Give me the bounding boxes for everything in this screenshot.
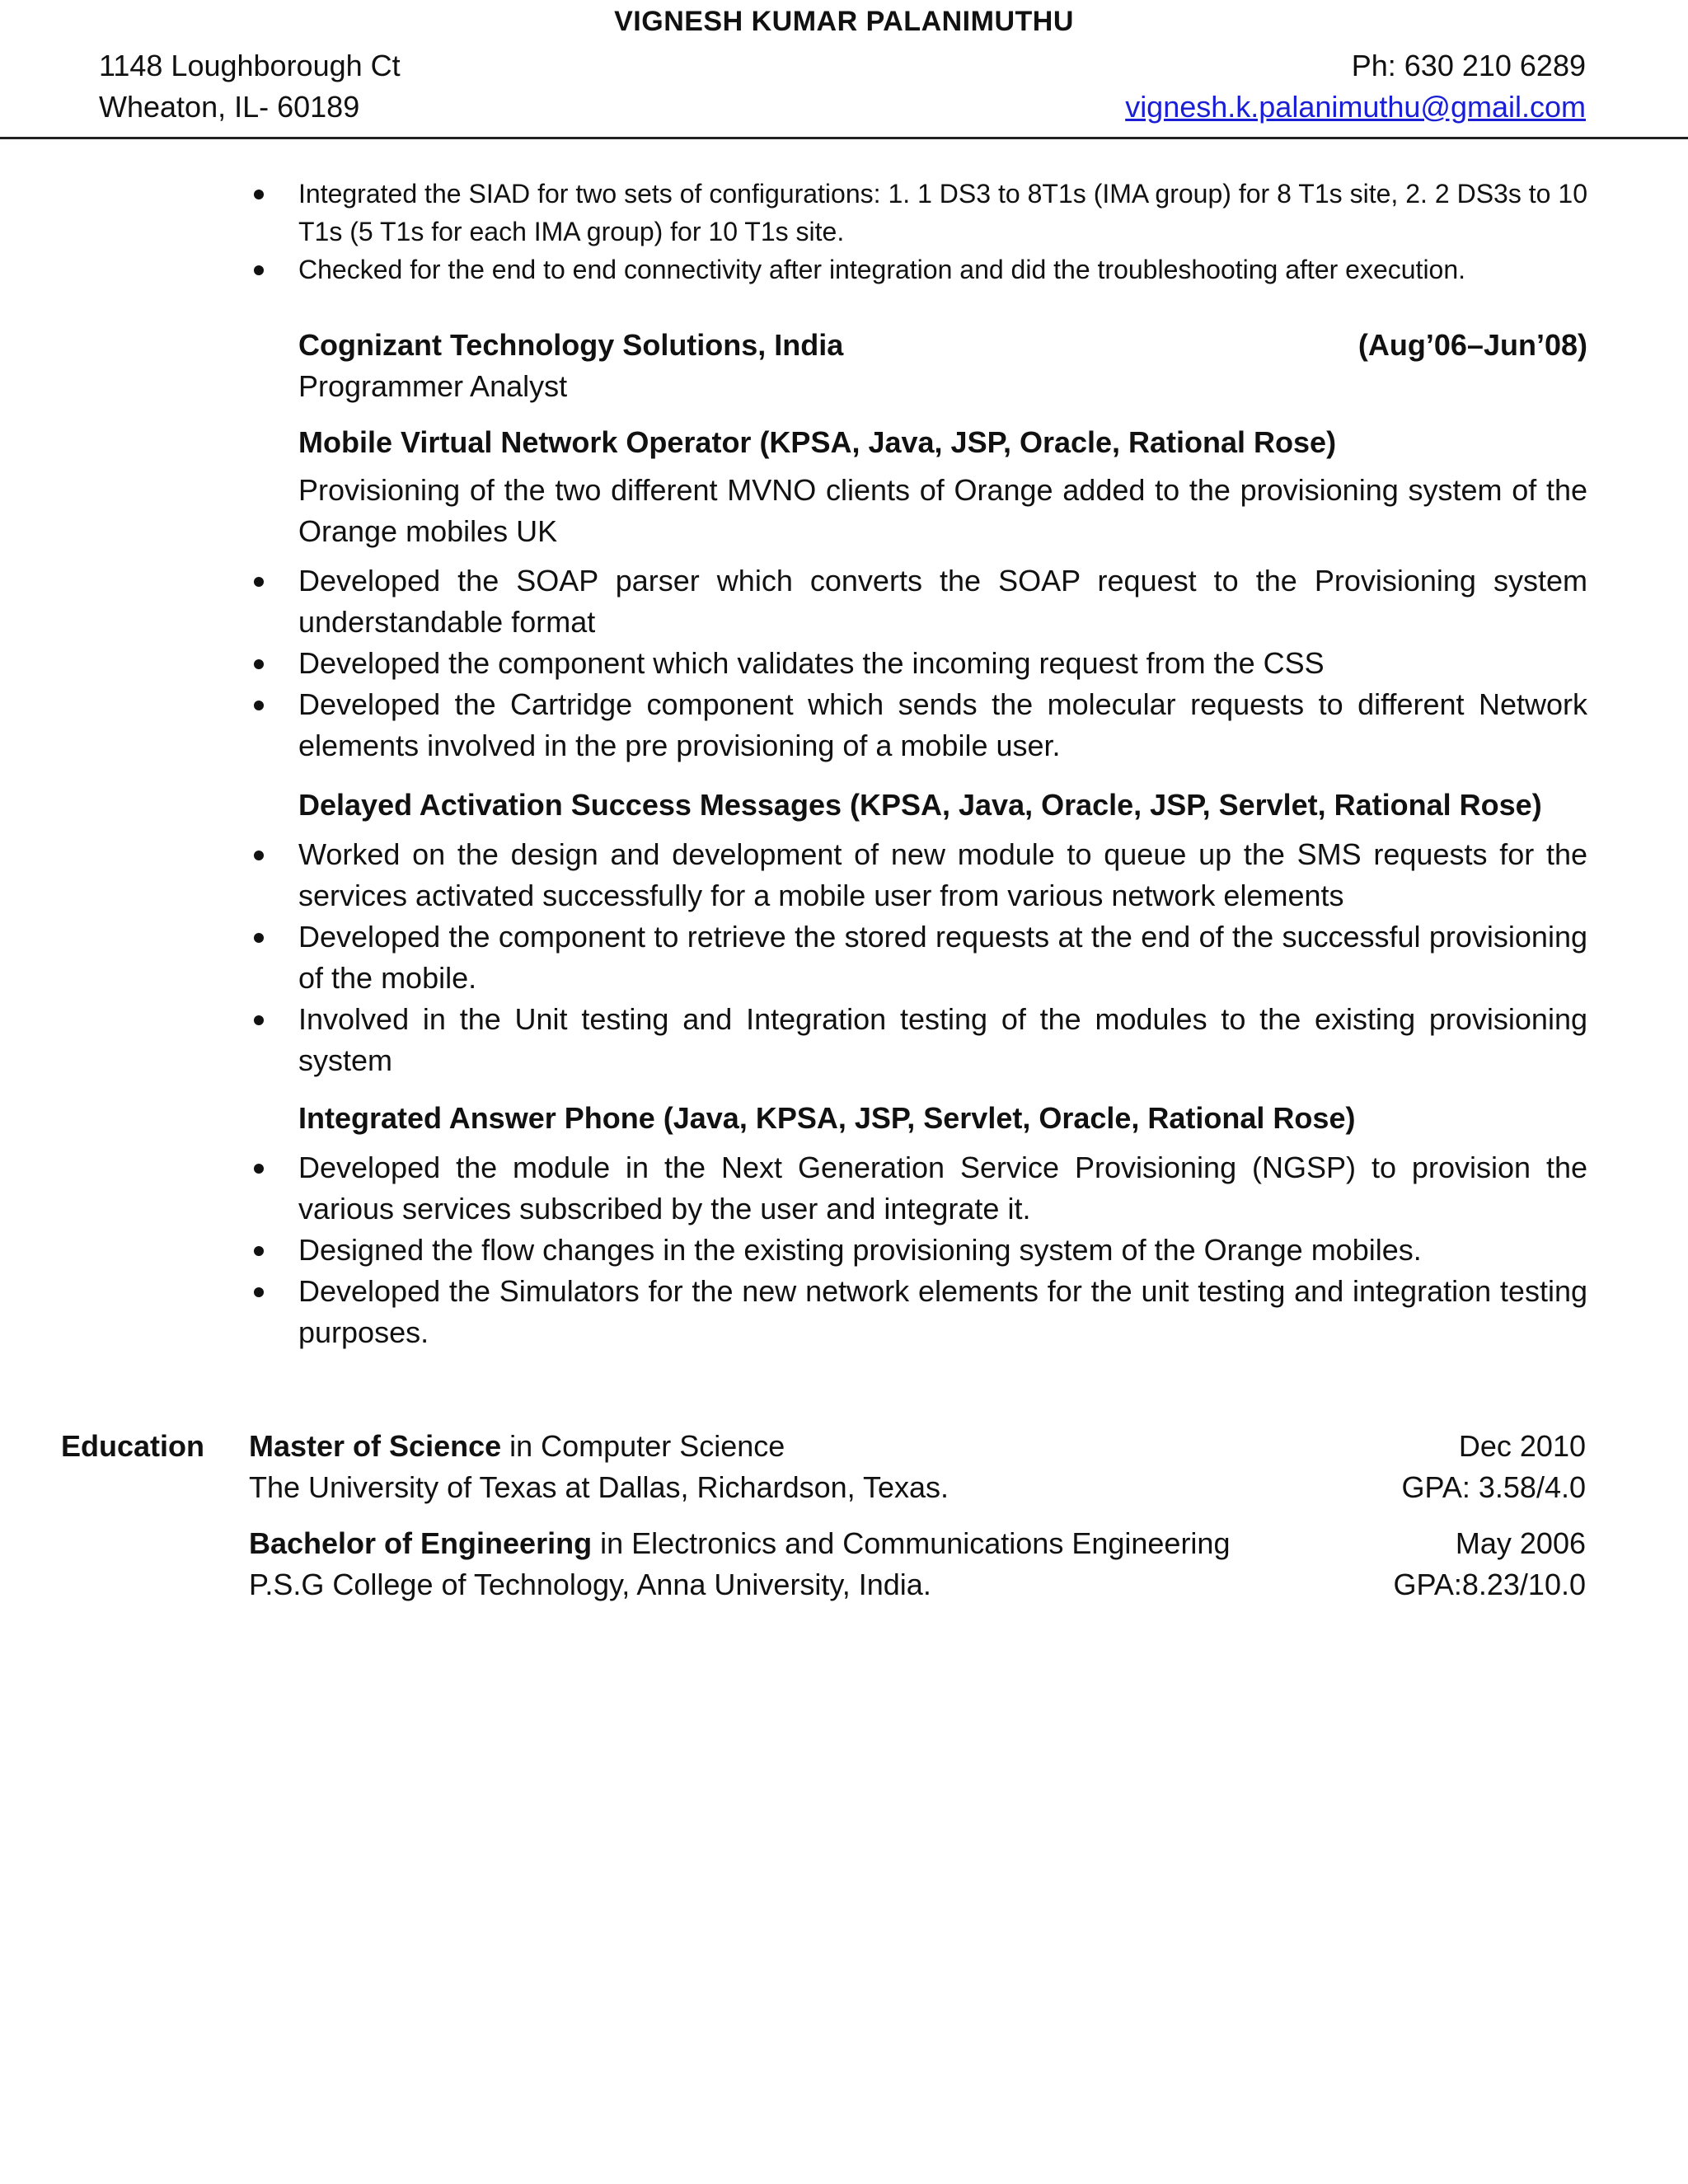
education-heading: Education	[61, 1429, 205, 1463]
list-item: Involved in the Unit testing and Integration testing of the modules to the existing provisioning system	[298, 999, 1587, 1081]
list-item: Developed the Simulators for the new network elements for the unit testing and integration testing purposes.	[298, 1271, 1587, 1353]
phone-number: Ph: 630 210 6289	[1351, 49, 1586, 82]
degree-field: in Computer Science	[501, 1429, 785, 1463]
project-mvno	[298, 422, 1587, 766]
education-entry	[249, 1426, 1586, 1508]
list-item: Integrated the SIAD for two sets of configurations: 1. 1 DS3 to 8T1s (IMA group) for 8 T1s site, 2. 2 DS3s to 10 T1s (5 T1s for each IMA group) for 10 T1s site.	[298, 175, 1587, 251]
job-role: Programmer Analyst	[298, 369, 568, 403]
list-item: Worked on the design and development of new module to queue up the SMS requests for the services activated successfully for a mobile user from various network elements	[298, 834, 1587, 916]
project-answer-phone	[298, 1098, 1587, 1353]
company-name: Cognizant Technology Solutions, India	[298, 328, 844, 362]
school-name: The University of Texas at Dallas, Richardson, Texas.	[249, 1470, 950, 1504]
list-item: Designed the flow changes in the existing provisioning system of the Orange mobiles.	[298, 1230, 1587, 1271]
list-item: Developed the module in the Next Generation Service Provisioning (NGSP) to provision the various services subscribed by the user and integrate it.	[298, 1147, 1587, 1230]
header-divider	[0, 137, 1688, 139]
job-dates: (Aug’06–Jun’08)	[1357, 328, 1587, 362]
address-city: Wheaton, IL- 60189	[99, 90, 360, 124]
list-item: Checked for the end to end connectivity after integration and did the troubleshooting after execution.	[298, 251, 1587, 288]
prior-job-bullets	[298, 175, 1587, 288]
list-item: Developed the SOAP parser which converts the SOAP request to the Provisioning system understandable format	[298, 560, 1587, 643]
address-street: 1148 Loughborough Ct	[99, 49, 401, 82]
project-description: Provisioning of the two different MVNO clients of Orange added to the provisioning system of the Orange mobiles UK	[298, 473, 1587, 548]
list-item: Developed the Cartridge component which sends the molecular requests to different Network elements involved in the pre provisioning of a mobile user.	[298, 684, 1587, 766]
school-name: P.S.G College of Technology, Anna University, India.	[249, 1568, 931, 1601]
job-header	[298, 325, 1587, 407]
degree-name: Master of Science	[249, 1429, 502, 1463]
contact-block	[1125, 45, 1586, 128]
email-link[interactable]: vignesh.k.palanimuthu@gmail.com	[1125, 90, 1586, 124]
list-item: Developed the component to retrieve the stored requests at the end of the successful provisioning of the mobile.	[298, 916, 1587, 999]
project-delayed-activation	[298, 785, 1587, 1081]
project-title: Integrated Answer Phone (Java, KPSA, JSP, Servlet, Oracle, Rational Rose)	[298, 1101, 1356, 1135]
address-block	[99, 45, 401, 128]
project-title: Delayed Activation Success Messages (KPSA, Java, Oracle, JSP, Servlet, Rational Rose)	[298, 788, 1542, 822]
degree-name: Bachelor of Engineering	[249, 1526, 593, 1560]
gpa: GPA:8.23/10.0	[1393, 1568, 1586, 1601]
degree-field: in Electronics and Communications Engineering	[592, 1526, 1231, 1560]
degree-date: May 2006	[1455, 1526, 1586, 1560]
education-entry	[249, 1523, 1586, 1605]
list-item: Developed the component which validates the incoming request from the CSS	[298, 643, 1587, 684]
gpa: GPA: 3.58/4.0	[1401, 1470, 1586, 1504]
candidate-name: VIGNESH KUMAR PALANIMUTHU	[614, 6, 1074, 37]
project-title: Mobile Virtual Network Operator (KPSA, Java, JSP, Oracle, Rational Rose)	[298, 425, 1337, 459]
degree-date: Dec 2010	[1458, 1429, 1586, 1463]
